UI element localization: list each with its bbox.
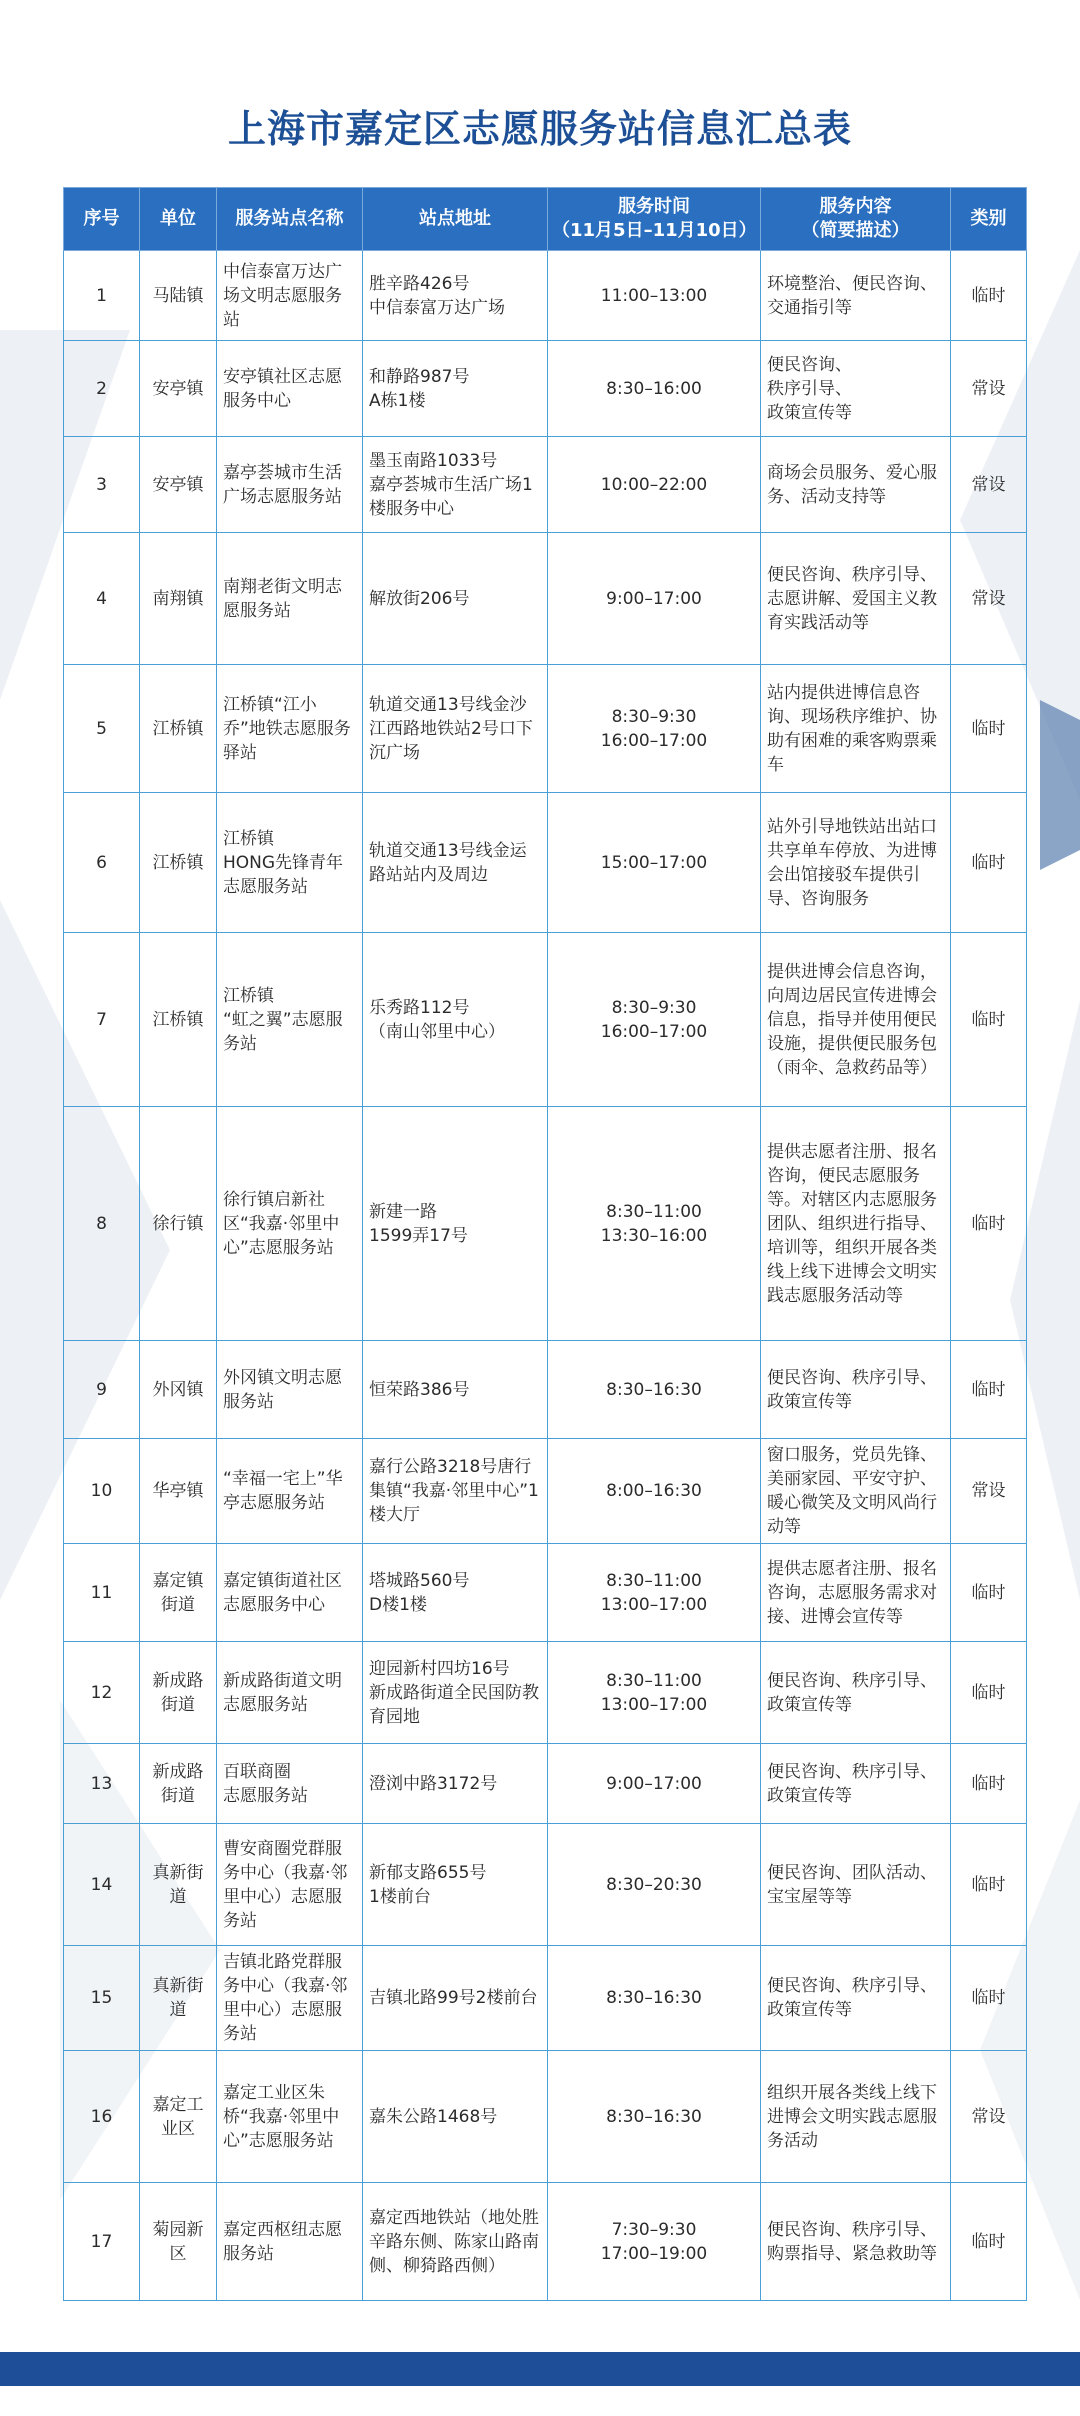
- cell-unit: 真新街道: [140, 1824, 217, 1946]
- cell-name: 中信泰富万达广场文明志愿服务站: [217, 251, 363, 341]
- cell-content: 商场会员服务、爱心服务、活动支持等: [761, 437, 951, 533]
- table-row: [64, 1544, 1027, 1642]
- cell-no: 2: [64, 341, 140, 437]
- cell-type: 临时: [951, 1946, 1027, 2051]
- cell-content: 便民咨询、团队活动、宝宝屋等等: [761, 1824, 951, 1946]
- table-row: [64, 793, 1027, 933]
- cell-type: 临时: [951, 2183, 1027, 2301]
- cell-no: 13: [64, 1744, 140, 1824]
- cell-content: 便民咨询、 秩序引导、 政策宣传等: [761, 341, 951, 437]
- cell-unit: 新成路街道: [140, 1642, 217, 1744]
- cell-no: 5: [64, 665, 140, 793]
- cell-unit: 徐行镇: [140, 1107, 217, 1341]
- cell-name: 江桥镇 HONG先锋青年志愿服务站: [217, 793, 363, 933]
- table-row: [64, 437, 1027, 533]
- cell-time: 10:00–22:00: [548, 437, 761, 533]
- cell-no: 12: [64, 1642, 140, 1744]
- cell-no: 11: [64, 1544, 140, 1642]
- cell-address: 嘉行公路3218号唐行集镇“我嘉·邻里中心”1楼大厅: [363, 1439, 548, 1544]
- cell-unit: 安亭镇: [140, 437, 217, 533]
- cell-unit: 南翔镇: [140, 533, 217, 665]
- table-row: [64, 1439, 1027, 1544]
- footer-bar: [0, 2352, 1080, 2386]
- cell-content: 站外引导地铁站出站口共享单车停放、为进博会出馆接驳车提供引导、咨询服务: [761, 793, 951, 933]
- cell-content: 提供志愿者注册、报名咨询，志愿服务需求对接、进博会宣传等: [761, 1544, 951, 1642]
- table-row: [64, 665, 1027, 793]
- header-no: 序号: [64, 188, 140, 251]
- cell-address: 新建一路 1599弄17号: [363, 1107, 548, 1341]
- cell-type: 临时: [951, 1824, 1027, 1946]
- table-row: [64, 1341, 1027, 1439]
- cell-type: 临时: [951, 1642, 1027, 1744]
- cell-content: 提供进博会信息咨询，向周边居民宣传进博会信息，指导并使用便民设施，提供便民服务包（雨伞、急救药品等）: [761, 933, 951, 1107]
- cell-address: 乐秀路112号 （南山邻里中心）: [363, 933, 548, 1107]
- cell-time: 8:30–16:30: [548, 2051, 761, 2183]
- cell-time: 9:00–17:00: [548, 533, 761, 665]
- cell-unit: 江桥镇: [140, 933, 217, 1107]
- header-address: 站点地址: [363, 188, 548, 251]
- cell-unit: 安亭镇: [140, 341, 217, 437]
- cell-unit: 外冈镇: [140, 1341, 217, 1439]
- cell-unit: 新成路街道: [140, 1744, 217, 1824]
- cell-type: 常设: [951, 1439, 1027, 1544]
- cell-no: 1: [64, 251, 140, 341]
- table-row: [64, 933, 1027, 1107]
- cell-type: 临时: [951, 1544, 1027, 1642]
- header-type: 类别: [951, 188, 1027, 251]
- cell-address: 墨玉南路1033号 嘉亭荟城市生活广场1楼服务中心: [363, 437, 548, 533]
- cell-name: 嘉亭荟城市生活广场志愿服务站: [217, 437, 363, 533]
- cell-content: 提供志愿者注册、报名咨询，便民志愿服务等。对辖区内志愿服务团队、组织进行指导、培训等，组织开展各类线上线下进博会文明实践志愿服务活动等: [761, 1107, 951, 1341]
- cell-name: 江桥镇 “虹之翼”志愿服务站: [217, 933, 363, 1107]
- table-row: [64, 2183, 1027, 2301]
- cell-name: 吉镇北路党群服务中心（我嘉·邻里中心）志愿服务站: [217, 1946, 363, 2051]
- cell-unit: 菊园新区: [140, 2183, 217, 2301]
- cell-time: 8:30–11:00 13:00–17:00: [548, 1642, 761, 1744]
- cell-time: 11:00–13:00: [548, 251, 761, 341]
- cell-name: 百联商圈 志愿服务站: [217, 1744, 363, 1824]
- cell-unit: 嘉定镇街道: [140, 1544, 217, 1642]
- cell-time: 15:00–17:00: [548, 793, 761, 933]
- cell-unit: 真新街道: [140, 1946, 217, 2051]
- cell-type: 常设: [951, 341, 1027, 437]
- cell-unit: 江桥镇: [140, 793, 217, 933]
- cell-no: 10: [64, 1439, 140, 1544]
- cell-type: 临时: [951, 1107, 1027, 1341]
- cell-unit: 嘉定工业区: [140, 2051, 217, 2183]
- cell-type: 临时: [951, 665, 1027, 793]
- cell-time: 8:30–16:30: [548, 1341, 761, 1439]
- cell-no: 6: [64, 793, 140, 933]
- table-header-row: [64, 188, 1027, 251]
- cell-address: 塔城路560号 D楼1楼: [363, 1544, 548, 1642]
- cell-address: 嘉朱公路1468号: [363, 2051, 548, 2183]
- cell-type: 临时: [951, 933, 1027, 1107]
- cell-unit: 江桥镇: [140, 665, 217, 793]
- cell-name: 江桥镇“江小乔”地铁志愿服务驿站: [217, 665, 363, 793]
- cell-address: 澄浏中路3172号: [363, 1744, 548, 1824]
- cell-time: 8:30–9:30 16:00–17:00: [548, 665, 761, 793]
- cell-content: 环境整治、便民咨询、交通指引等: [761, 251, 951, 341]
- cell-name: 嘉定镇街道社区志愿服务中心: [217, 1544, 363, 1642]
- cell-address: 和静路987号 A栋1楼: [363, 341, 548, 437]
- cell-name: 嘉定西枢纽志愿服务站: [217, 2183, 363, 2301]
- cell-time: 7:30–9:30 17:00–19:00: [548, 2183, 761, 2301]
- table-row: [64, 1824, 1027, 1946]
- cell-content: 便民咨询、秩序引导、政策宣传等: [761, 1946, 951, 2051]
- cell-content: 站内提供进博信息咨询、现场秩序维护、协助有困难的乘客购票乘车: [761, 665, 951, 793]
- table-row: [64, 1642, 1027, 1744]
- cell-name: 嘉定工业区朱桥“我嘉·邻里中心”志愿服务站: [217, 2051, 363, 2183]
- cell-no: 16: [64, 2051, 140, 2183]
- cell-no: 9: [64, 1341, 140, 1439]
- info-table-container: [63, 187, 1026, 2301]
- cell-address: 吉镇北路99号2楼前台: [363, 1946, 548, 2051]
- cell-address: 恒荣路386号: [363, 1341, 548, 1439]
- cell-content: 便民咨询、秩序引导、政策宣传等: [761, 1341, 951, 1439]
- cell-no: 14: [64, 1824, 140, 1946]
- cell-content: 便民咨询、秩序引导、购票指导、紧急救助等: [761, 2183, 951, 2301]
- cell-name: 安亭镇社区志愿服务中心: [217, 341, 363, 437]
- cell-time: 9:00–17:00: [548, 1744, 761, 1824]
- cell-type: 常设: [951, 533, 1027, 665]
- header-content: 服务内容 （简要描述）: [761, 188, 951, 251]
- page-title: 上海市嘉定区志愿服务站信息汇总表: [227, 107, 852, 151]
- cell-no: 15: [64, 1946, 140, 2051]
- cell-unit: 马陆镇: [140, 251, 217, 341]
- cell-type: 临时: [951, 251, 1027, 341]
- header-unit: 单位: [140, 188, 217, 251]
- table-row: [64, 341, 1027, 437]
- header-time: 服务时间 （11月5日–11月10日）: [548, 188, 761, 251]
- cell-unit: 华亭镇: [140, 1439, 217, 1544]
- cell-content: 窗口服务，党员先锋、美丽家园、平安守护、暖心微笑及文明风尚行动等: [761, 1439, 951, 1544]
- table-row: [64, 2051, 1027, 2183]
- cell-time: 8:30–11:00 13:00–17:00: [548, 1544, 761, 1642]
- cell-time: 8:30–11:00 13:30–16:00: [548, 1107, 761, 1341]
- cell-type: 临时: [951, 1341, 1027, 1439]
- cell-address: 轨道交通13号线金沙江西路地铁站2号口下沉广场: [363, 665, 548, 793]
- table-row: [64, 1946, 1027, 2051]
- cell-time: 8:30–20:30: [548, 1824, 761, 1946]
- cell-type: 常设: [951, 437, 1027, 533]
- cell-type: 常设: [951, 2051, 1027, 2183]
- cell-no: 8: [64, 1107, 140, 1341]
- cell-time: 8:30–9:30 16:00–17:00: [548, 933, 761, 1107]
- cell-type: 临时: [951, 1744, 1027, 1824]
- cell-content: 便民咨询、秩序引导、政策宣传等: [761, 1642, 951, 1744]
- header-name: 服务站点名称: [217, 188, 363, 251]
- table-row: [64, 533, 1027, 665]
- table-row: [64, 1107, 1027, 1341]
- cell-no: 7: [64, 933, 140, 1107]
- info-table: [63, 187, 1027, 2301]
- cell-name: 曹安商圈党群服务中心（我嘉·邻里中心）志愿服务站: [217, 1824, 363, 1946]
- cell-type: 临时: [951, 793, 1027, 933]
- table-row: [64, 1744, 1027, 1824]
- cell-address: 新郁支路655号 1楼前台: [363, 1824, 548, 1946]
- table-body: [64, 251, 1027, 2301]
- cell-address: 迎园新村四坊16号 新成路街道全民国防教育园地: [363, 1642, 548, 1744]
- cell-address: 嘉定西地铁站（地处胜辛路东侧、陈家山路南侧、柳猗路西侧）: [363, 2183, 548, 2301]
- cell-content: 便民咨询、秩序引导、志愿讲解、爱国主义教育实践活动等: [761, 533, 951, 665]
- cell-no: 17: [64, 2183, 140, 2301]
- cell-time: 8:00–16:30: [548, 1439, 761, 1544]
- cell-content: 便民咨询、秩序引导、政策宣传等: [761, 1744, 951, 1824]
- cell-name: 新成路街道文明志愿服务站: [217, 1642, 363, 1744]
- cell-no: 4: [64, 533, 140, 665]
- cell-time: 8:30–16:00: [548, 341, 761, 437]
- cell-name: 南翔老街文明志愿服务站: [217, 533, 363, 665]
- cell-content: 组织开展各类线上线下进博会文明实践志愿服务活动: [761, 2051, 951, 2183]
- cell-name: 外冈镇文明志愿服务站: [217, 1341, 363, 1439]
- cell-address: 解放街206号: [363, 533, 548, 665]
- cell-name: 徐行镇启新社区“我嘉·邻里中心”志愿服务站: [217, 1107, 363, 1341]
- cell-name: “幸福一宅上”华亭志愿服务站: [217, 1439, 363, 1544]
- cell-time: 8:30–16:30: [548, 1946, 761, 2051]
- cell-address: 胜辛路426号 中信泰富万达广场: [363, 251, 548, 341]
- table-row: [64, 251, 1027, 341]
- cell-no: 3: [64, 437, 140, 533]
- cell-address: 轨道交通13号线金运路站站内及周边: [363, 793, 548, 933]
